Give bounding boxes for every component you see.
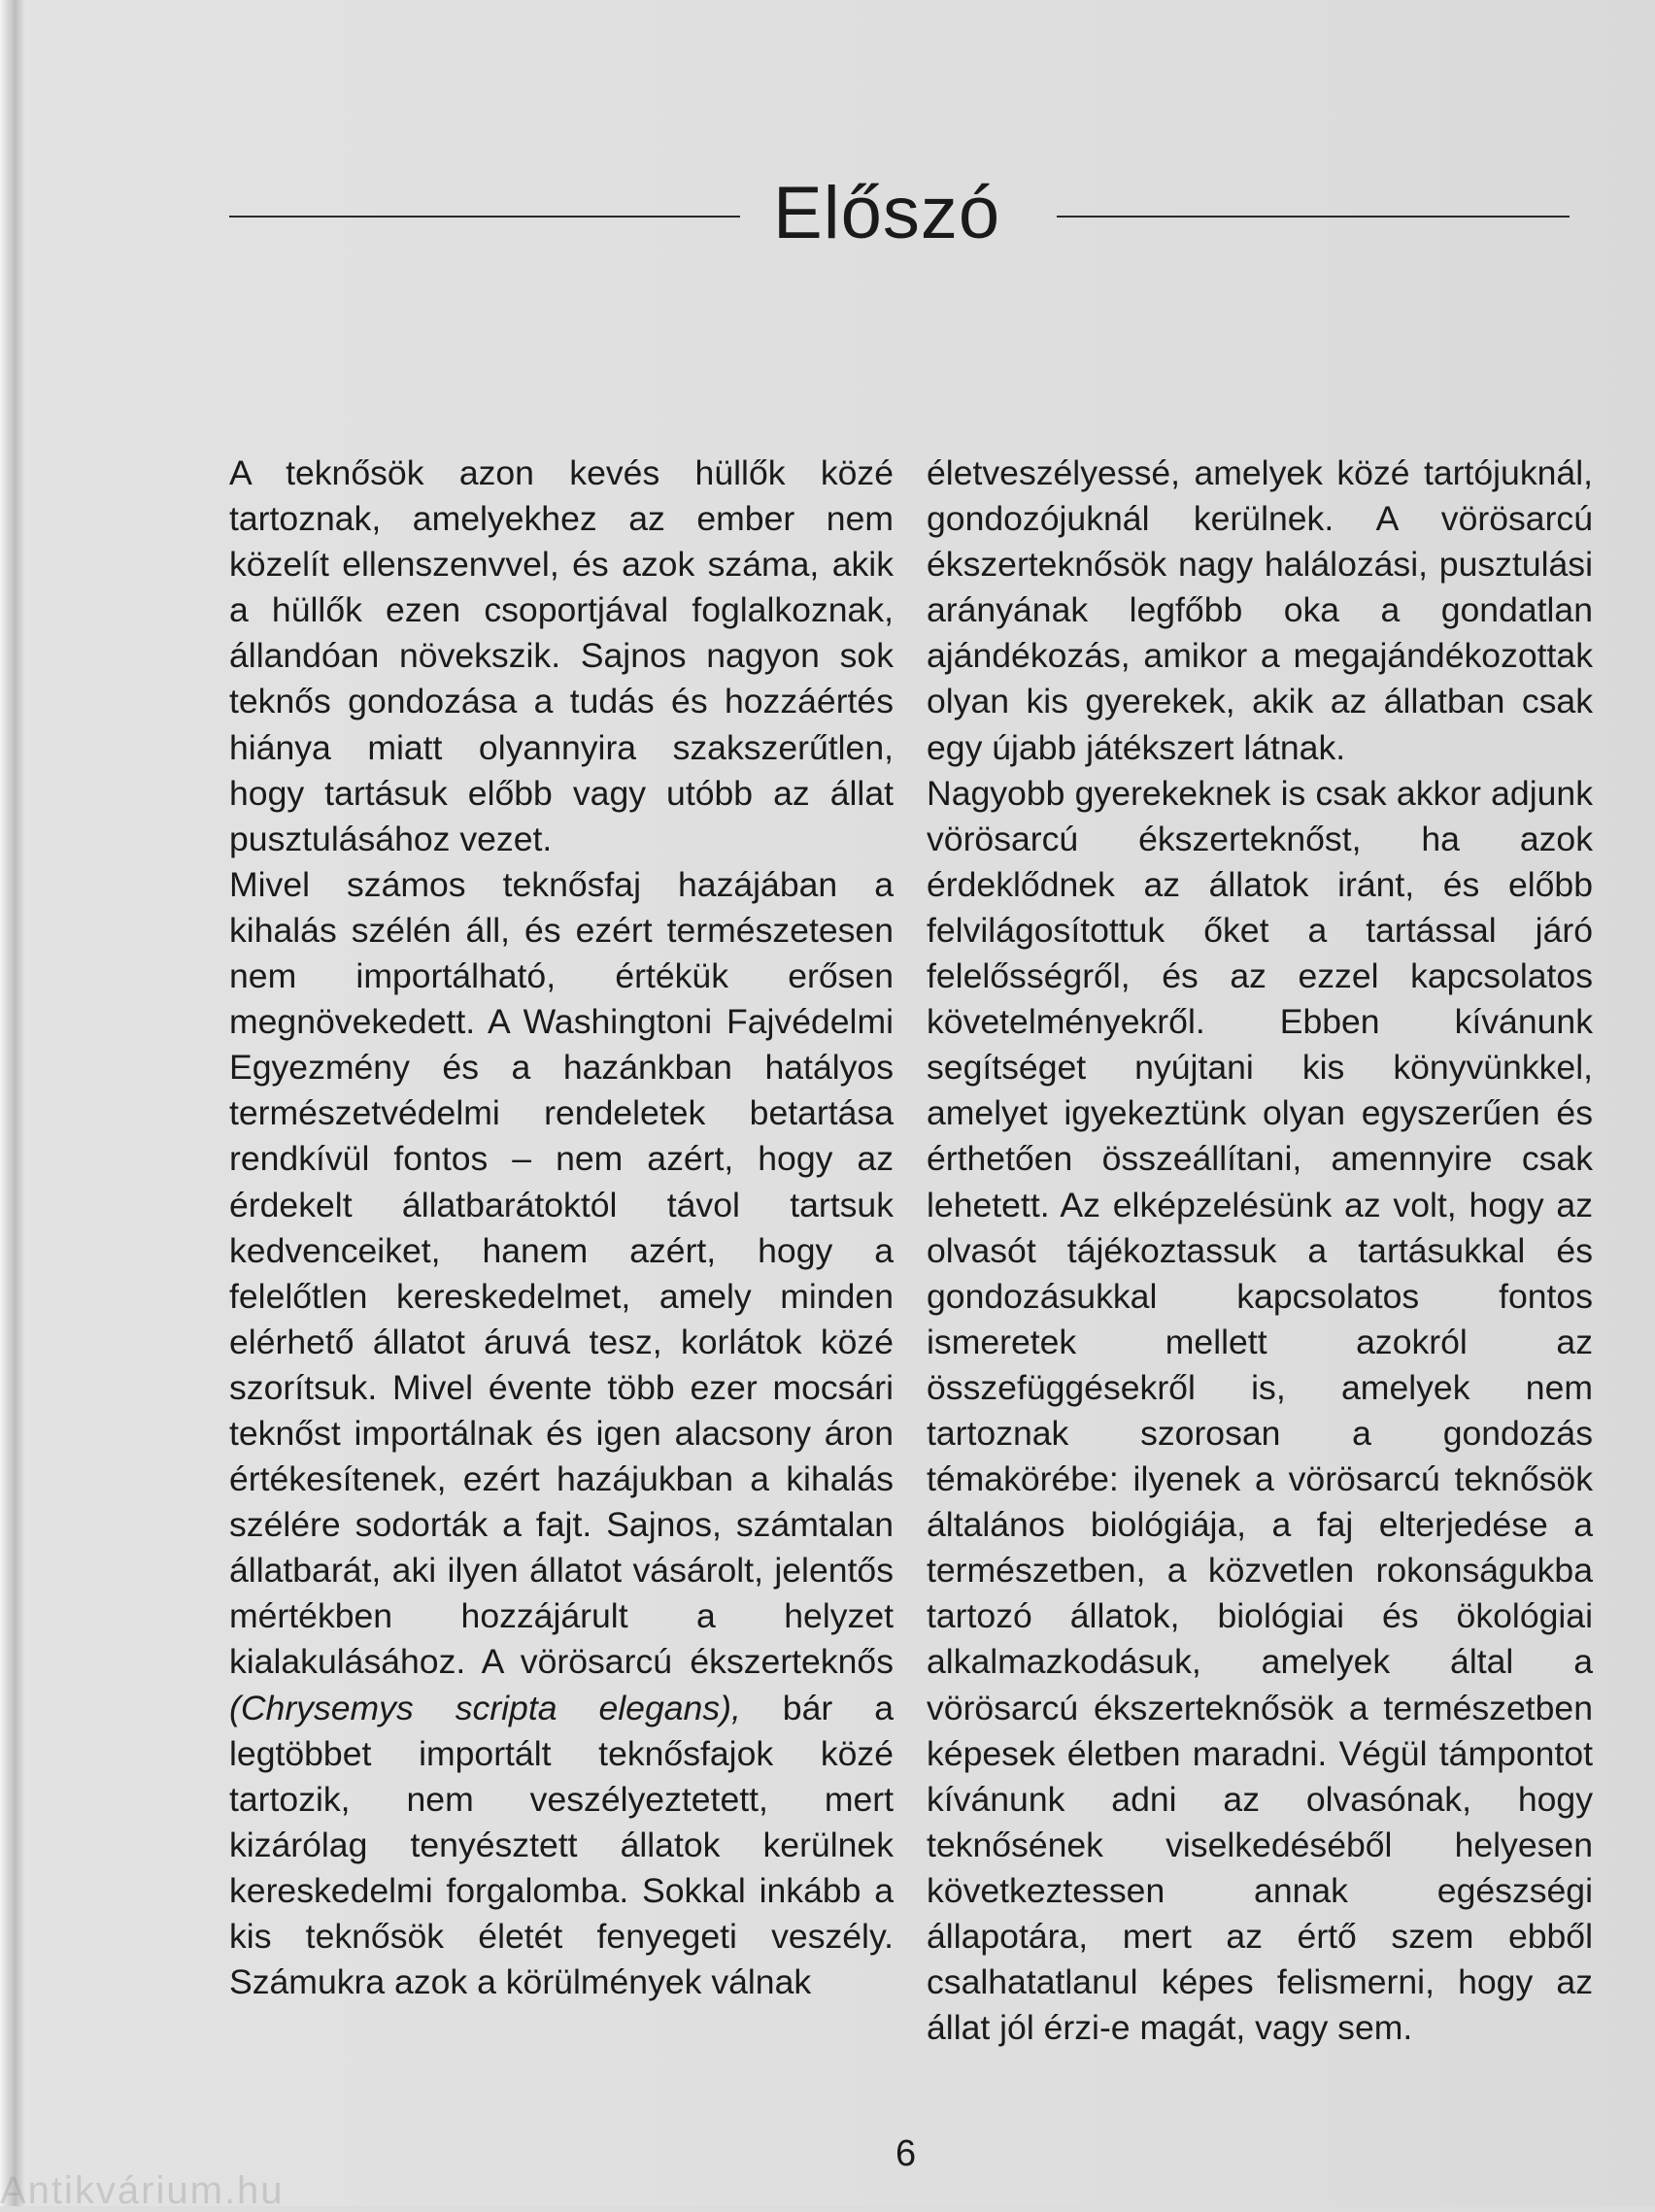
title-row — [229, 165, 1570, 272]
left-paragraph-2-part-a: Mivel számos teknősfaj hazájában a kihalás szélén áll, és ezért természetesen nem importálható, értékük erősen megnövekedett. A Washingtoni Fajvédelmi Egyezmény és a hazánkban hatályos természetvédelmi rendeletek betartása rendkívül fontos – nem azért, hogy az érdekelt állatbarátoktól távol tartsuk kedvenceiket, hanem azért, hogy a felelőtlen kereskedelmet, amely minden elérhető állatot áruvá tesz, korlátok közé szorítsuk. Mivel évente több ezer mocsári teknőst importálnak és igen alacsony áron értékesítenek, ezért hazájukban a kihalás szélére sodorták a fajt. Sajnos, számtalan állatbarát, aki ilyen állatot vásárolt, jelentős mértékben hozzájárult a helyzet kialakulásához. A vörösarcú ékszerteknős — [229, 864, 894, 1682]
page-title: Előszó — [773, 172, 1001, 254]
title-rule-right — [1057, 216, 1570, 218]
watermark: Antikvárium.hu — [0, 2169, 285, 2212]
page-number: 6 — [895, 2133, 917, 2174]
species-name: (Chrysemys scripta elegans), — [229, 1688, 741, 1727]
left-paragraph-2-part-b: bár a legtöbbet importált teknősfajok közé tartozik, nem veszélyeztetett, mert kizárólag tenyésztett állatok kerülnek kereskedelmi forgalomba. Sokkal inkább a kis teknősök életét fenyegeti veszély. Számukra azok a körülmények válnak — [229, 1688, 894, 2002]
left-paragraph-2 — [229, 862, 894, 2005]
page-binding-edge — [0, 0, 25, 2206]
left-column — [229, 451, 894, 2005]
right-paragraph-2: Nagyobb gyerekeknek is csak akkor adjunk vörösarcú ékszerteknőst, ha azok érdeklődnek az állatok iránt, és előbb felvilágosítottuk őket a tartással járó felelősségről, és az ezzel kapcsolatos követelményekről. Ebben kívánunk segítséget nyújtani kis könyvünkkel, amelyet igyekeztünk olyan egyszerűen és érthetően összeállítani, amennyire csak lehetett. Az elképzelésünk az volt, hogy az olvasót tájékoztassuk a tartásukkal és gondozásukkal kapcsolatos fontos ismeretek mellett azokról az összefüggésekről is, amelyek nem tartoznak szorosan a gondozás témakörébe: ilyenek a vörösarcú teknősök általános biológiája, a faj elterjedése a természetben, a közvetlen rokonságukba tartozó állatok, biológiai és ökológiai alkalmazkodásuk, amelyek által a vörösarcú ékszerteknősök a természetben képesek életben maradni. Végül támpontot kívánunk adni az olvasónak, hogy teknősének viselkedéséből helyesen következtessen annak egészségi állapotára, mert az értő szem ebből csalhatatlanul képes felismerni, hogy az állat jól érzi-e magát, vagy sem. — [927, 773, 1593, 2048]
left-paragraph-1: A teknősök azon kevés hüllők közé tartoznak, amelyekhez az ember nem közelít ellenszenvvel, és azok száma, akik a hüllők ezen csoportjával foglalkoznak, állandóan növekszik. Sajnos nagyon sok teknős gondozása a tudás és hozzáértés hiánya miatt olyannyira szakszerűtlen, hogy tartásuk előbb vagy utóbb az állat pusztulásához vezet. — [229, 453, 894, 858]
title-rule-left — [229, 216, 740, 218]
text-columns — [229, 451, 1593, 2121]
right-paragraph-1: életveszélyessé, amelyek közé tartójuknál, gondozójuknál kerülnek. A vörösarcú ékszerteknősök nagy halálozási, pusztulási arányának legfőbb oka a gondatlan ajándékozás, amikor a megajándékozottak olyan kis gyerekek, akik az állatban csak egy újabb játékszert látnak. — [927, 453, 1593, 767]
right-column — [927, 451, 1593, 2051]
